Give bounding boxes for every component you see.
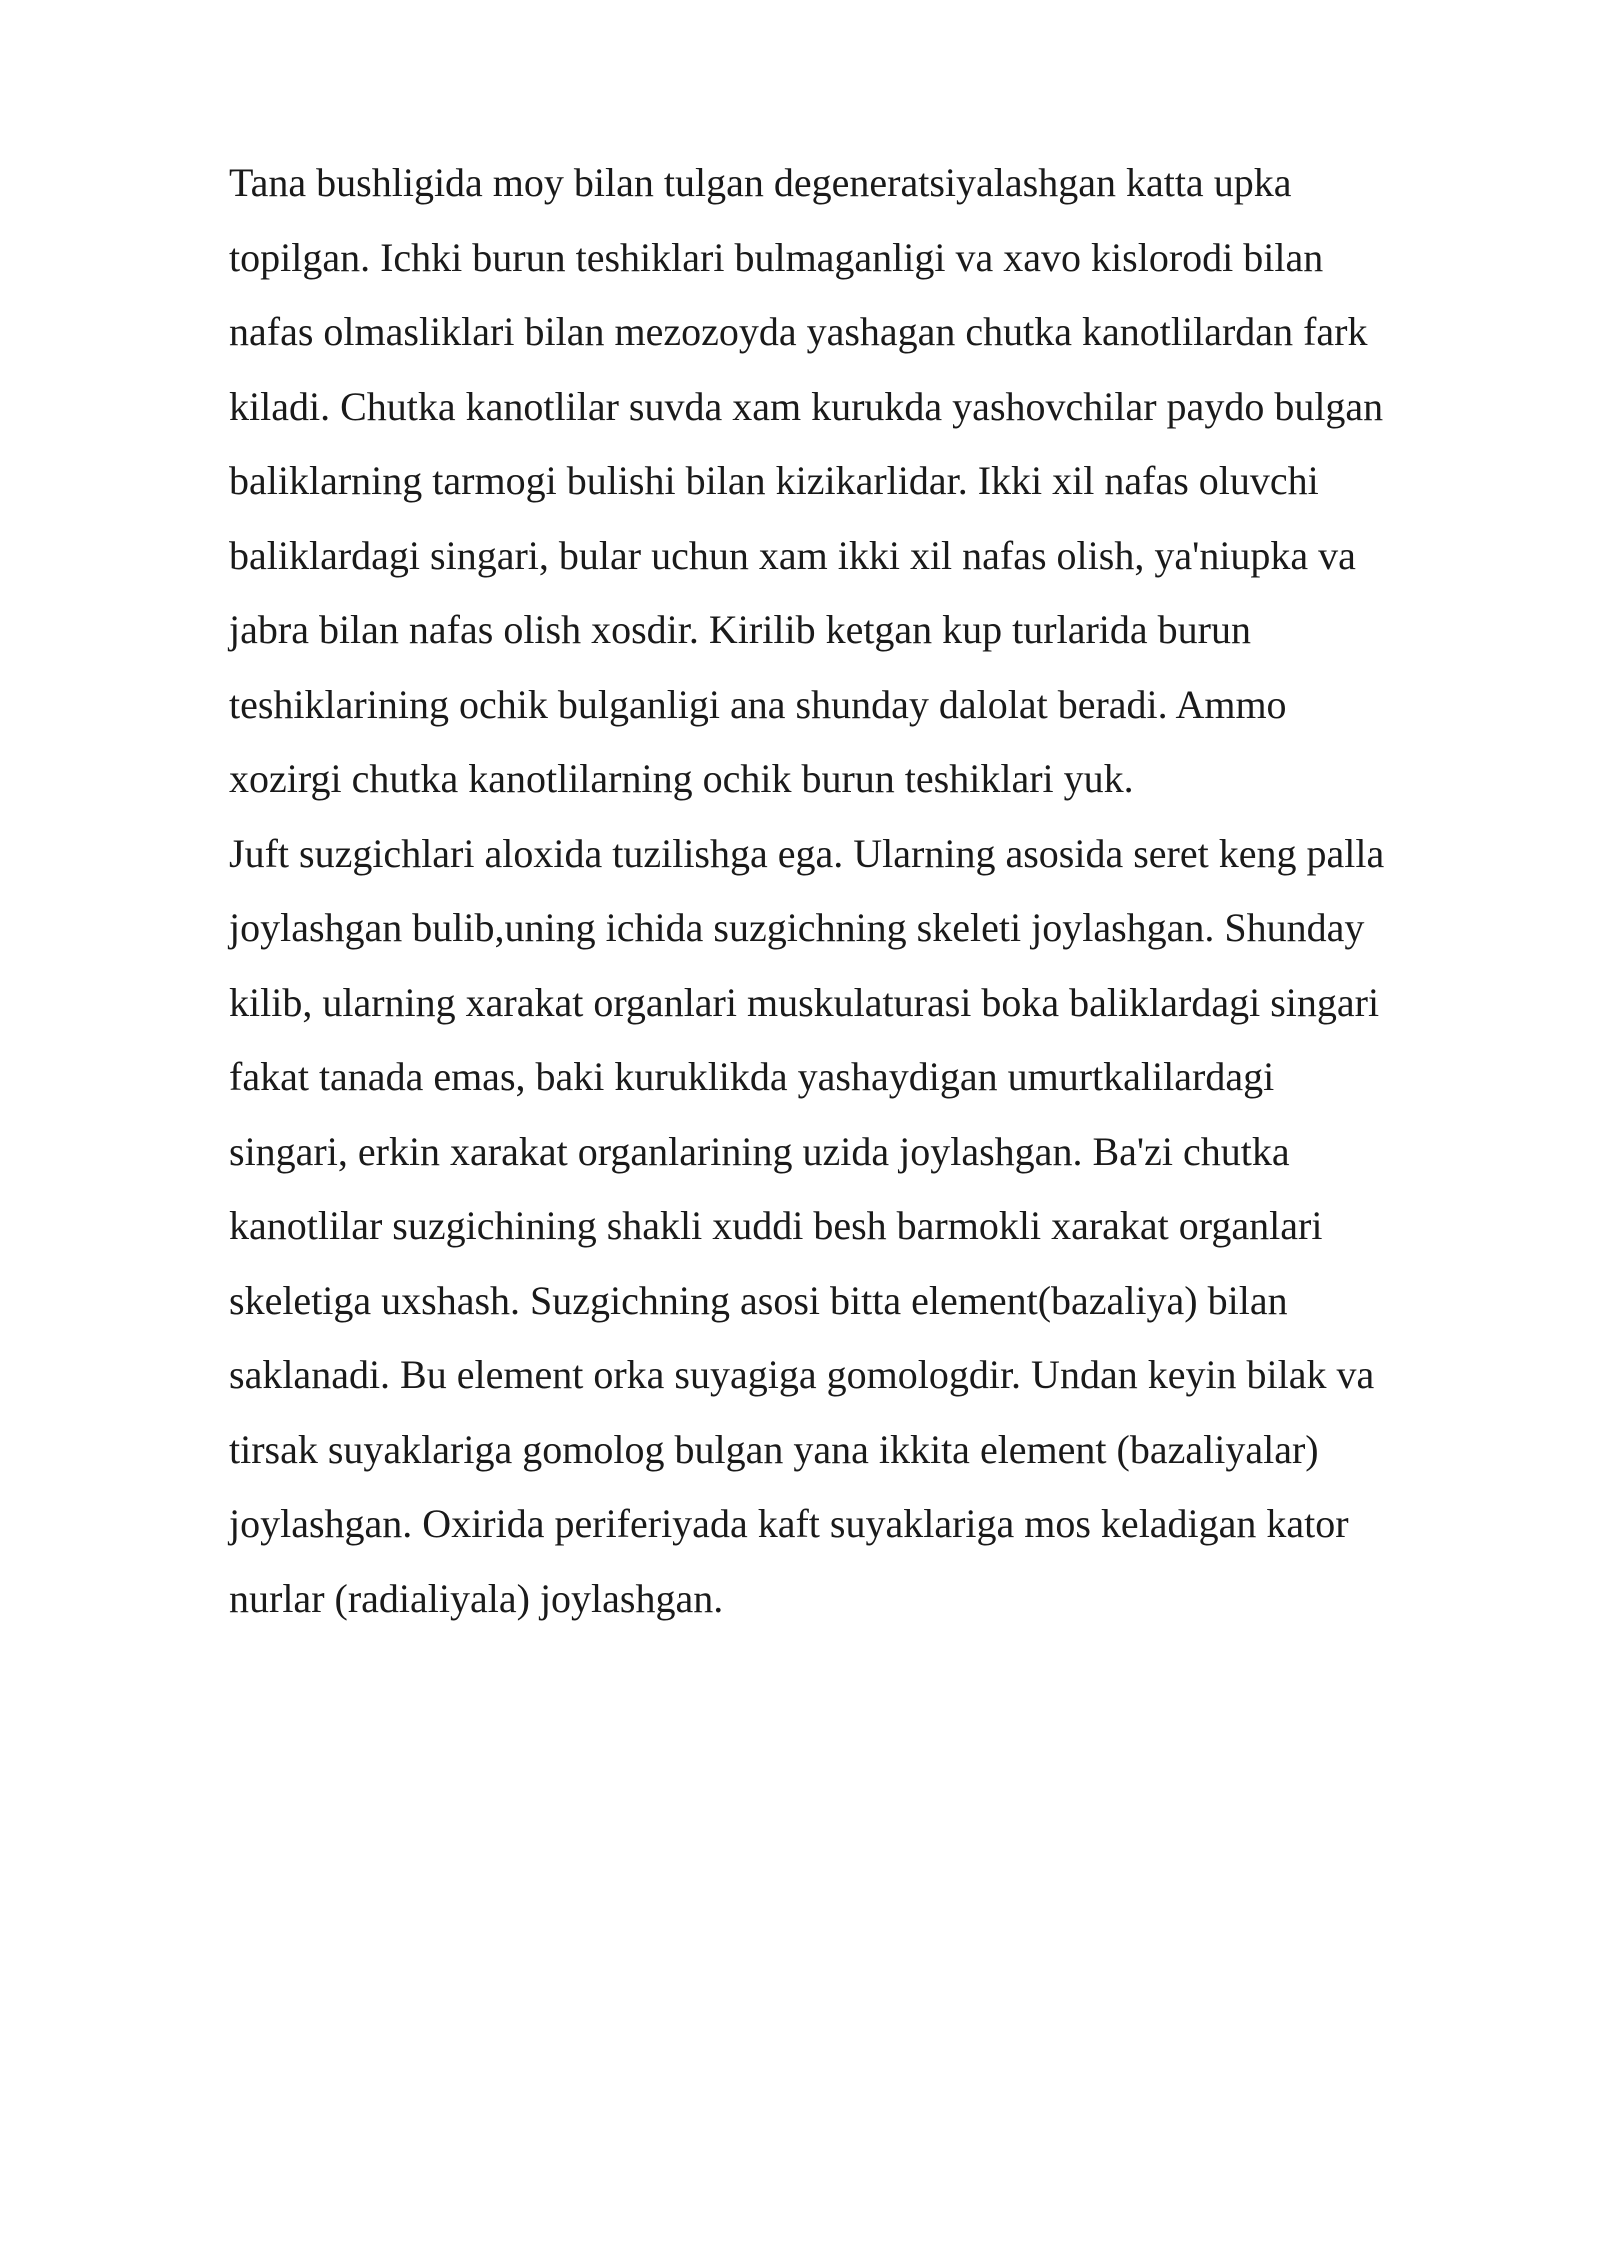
text-line-16: skeletiga uxshash. Suzgichning asosi bitta element(bazaliya) bilan (229, 1277, 1288, 1323)
text-line-5: baliklarning tarmogi bulishi bilan kizikarlidar. Ikki xil nafas oluvchi (229, 458, 1319, 503)
text-line-19: joylashgan. Oxirida periferiyada kaft suyaklariga mos keladigan kator (229, 1501, 1349, 1546)
text-line-15: kanotlilar suzgichining shakli xuddi besh barmokli xarakat organlari (229, 1203, 1323, 1248)
text-line-1: Tana bushligida moy bilan tulgan degeneratsiyalashgan katta upka (229, 160, 1292, 205)
text-line-4: kiladi. Chutka kanotlilar suvda xam kurukda yashovchilar paydo bulgan (229, 383, 1384, 429)
text-line-7: jabra bilan nafas olish xosdir. Kirilib ketgan kup turlarida burun (229, 607, 1251, 652)
text-line-17: saklanadi. Bu element orka suyagiga gomologdir. Undan keyin bilak va (229, 1352, 1375, 1397)
text-line-18: tirsak suyaklariga gomolog bulgan yana ikkita element (bazaliyalar) (229, 1426, 1319, 1472)
text-line-9: xozirgi chutka kanotlilarning ochik burun teshiklari yuk. (229, 756, 1134, 801)
body-text (229, 146, 1489, 1636)
text-line-13: fakat tanada emas, baki kuruklikda yashaydigan umurtkalilardagi (229, 1054, 1275, 1099)
text-line-20: nurlar (radialiyala) joylashgan. (229, 1575, 724, 1621)
text-line-10: Juft suzgichlari aloxida tuzilishga ega. Ularning asosida seret keng palla (229, 830, 1385, 876)
text-line-3: nafas olmasliklari bilan mezozoyda yashagan chutka kanotlilardan fark (229, 309, 1368, 354)
text-line-2: topilgan. Ichki burun teshiklari bulmaganligi va xavo kislorodi bilan (229, 234, 1324, 280)
text-line-6: baliklardagi singari, bular uchun xam ikki xil nafas olish, ya'niupka va (229, 532, 1356, 578)
text-line-12: kilib, ularning xarakat organlari muskulaturasi boka baliklardagi singari (229, 979, 1380, 1025)
text-line-14: singari, erkin xarakat organlarining uzida joylashgan. Ba'zi chutka (229, 1128, 1290, 1174)
text-line-8: teshiklarining ochik bulganligi ana shunday dalolat beradi. Ammo (229, 681, 1287, 727)
text-line-11: joylashgan bulib,uning ichida suzgichning skeleti joylashgan. Shunday (229, 905, 1365, 950)
